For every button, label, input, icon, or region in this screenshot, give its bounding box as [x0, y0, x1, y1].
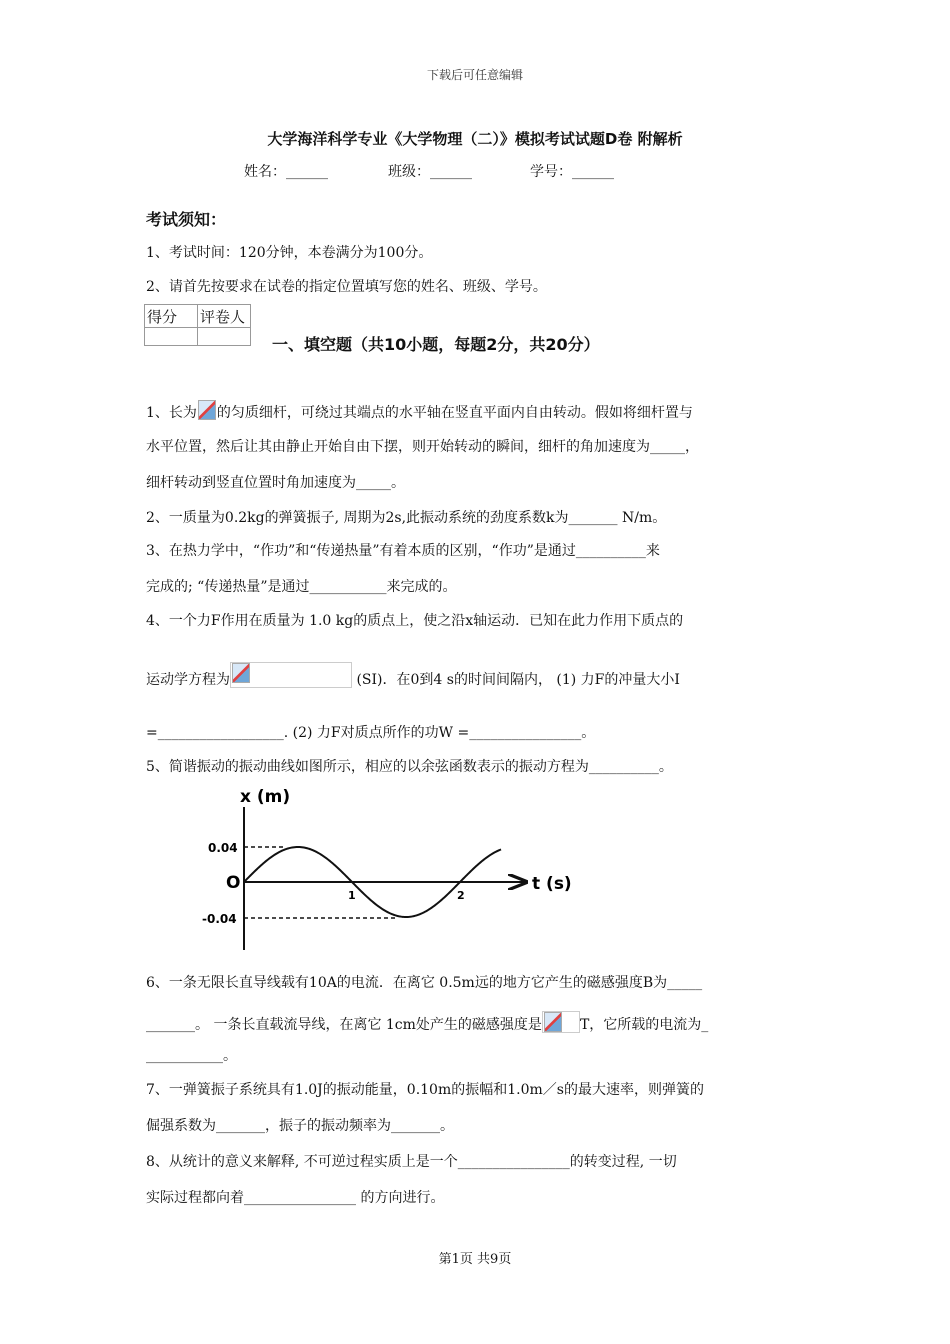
question-8-line-2: 实际过程都向着________________ 的方向进行。	[146, 1190, 445, 1206]
question-4-line-1: 4、一个力F作用在质量为 1.0 kg的质点上，使之沿x轴运动．已知在此力作用下质点的	[146, 613, 684, 629]
question-4-line-2: 运动学方程为 (SI)．在0到4 s的时间间隔内， (1) 力F的冲量大小I	[146, 662, 680, 689]
question-6-line-2: _______。 一条长直载流导线，在离它 1cm处产生的磁感强度是 T，它所载的电流为_	[146, 1011, 708, 1034]
notice-item-2: 2、请首先按要求在试卷的指定位置填写您的姓名、班级、学号。	[146, 279, 547, 295]
question-2: 2、一质量为0.2kg的弹簧振子, 周期为2s,此振动系统的劲度系数k为_______ N/m。	[146, 510, 667, 526]
question-6-line-3: ___________。	[146, 1048, 237, 1064]
notice-item-1: 1、考试时间：120分钟，本卷满分为100分。	[146, 245, 433, 261]
grader-cell	[198, 328, 251, 346]
question-4-line-3: =__________________. (2) 力F对质点所作的功W =________________。	[146, 725, 596, 741]
broken-image-icon	[232, 663, 250, 683]
y-axis-label: x (m)	[240, 787, 291, 807]
value-image	[542, 1011, 580, 1033]
score-header: 得分	[145, 305, 198, 328]
question-1-line-3: 细杆转动到竖直位置时角加速度为_____。	[146, 475, 405, 491]
vibration-curve-figure	[190, 785, 590, 955]
y-tick-bottom: -0.04	[202, 912, 237, 926]
question-6-line-1: 6、一条无限长直导线载有10A的电流．在离它 0.5m远的地方它产生的磁感强度B为_____	[146, 975, 703, 991]
question-3-line-1: 3、在热力学中，“作功”和“传递热量”有着本质的区别，“作功”是通过__________来	[146, 543, 660, 559]
exam-title: 大学海洋科学专业《大学物理（二）》模拟考试试题D卷 附解析	[267, 130, 683, 148]
page-header: 下载后可任意编辑	[426, 68, 523, 82]
question-3-line-2: 完成的; “传递热量”是通过___________来完成的。	[146, 579, 457, 595]
y-tick-top: 0.04	[208, 841, 238, 855]
question-1-line-2: 水平位置，然后让其由静止开始自由下摆，则开始转动的瞬间，细杆的角加速度为_____，	[146, 439, 699, 455]
grader-header: 评卷人	[198, 305, 251, 328]
broken-image-icon	[198, 400, 216, 420]
student-id-field: 学号：______	[530, 164, 614, 180]
score-table	[144, 304, 251, 346]
score-cell	[145, 328, 198, 346]
notice-title: 考试须知：	[146, 210, 227, 229]
x-tick-2: 2	[457, 889, 465, 902]
question-7-line-1: 7、一弹簧振子系统具有1.0J的振动能量，0.10m的振幅和1.0m／s的最大速率，则弹簧的	[146, 1082, 704, 1098]
question-8-line-1: 8、从统计的意义来解释, 不可逆过程实质上是一个________________的转变过程, 一切	[146, 1154, 677, 1170]
origin-label: O	[226, 873, 241, 893]
x-axis-label: t (s)	[532, 874, 572, 894]
class-field: 班级：______	[388, 164, 472, 180]
broken-image-icon	[544, 1012, 562, 1032]
page-footer: 第1页 共9页	[438, 1252, 512, 1267]
x-tick-1: 1	[348, 889, 356, 902]
name-field: 姓名：______	[244, 164, 328, 180]
section-heading: 一、填空题（共10小题，每题2分，共20分）	[272, 335, 600, 354]
question-7-line-2: 倔强系数为_______，振子的振动频率为_______。	[146, 1118, 454, 1134]
question-1-line-1: 1、长为 的匀质细杆，可绕过其端点的水平轴在竖直平面内自由转动。假如将细杆置与	[146, 400, 693, 422]
question-5: 5、简谐振动的振动曲线如图所示，相应的以余弦函数表示的振动方程为__________。	[146, 759, 673, 775]
equation-image	[230, 662, 352, 688]
